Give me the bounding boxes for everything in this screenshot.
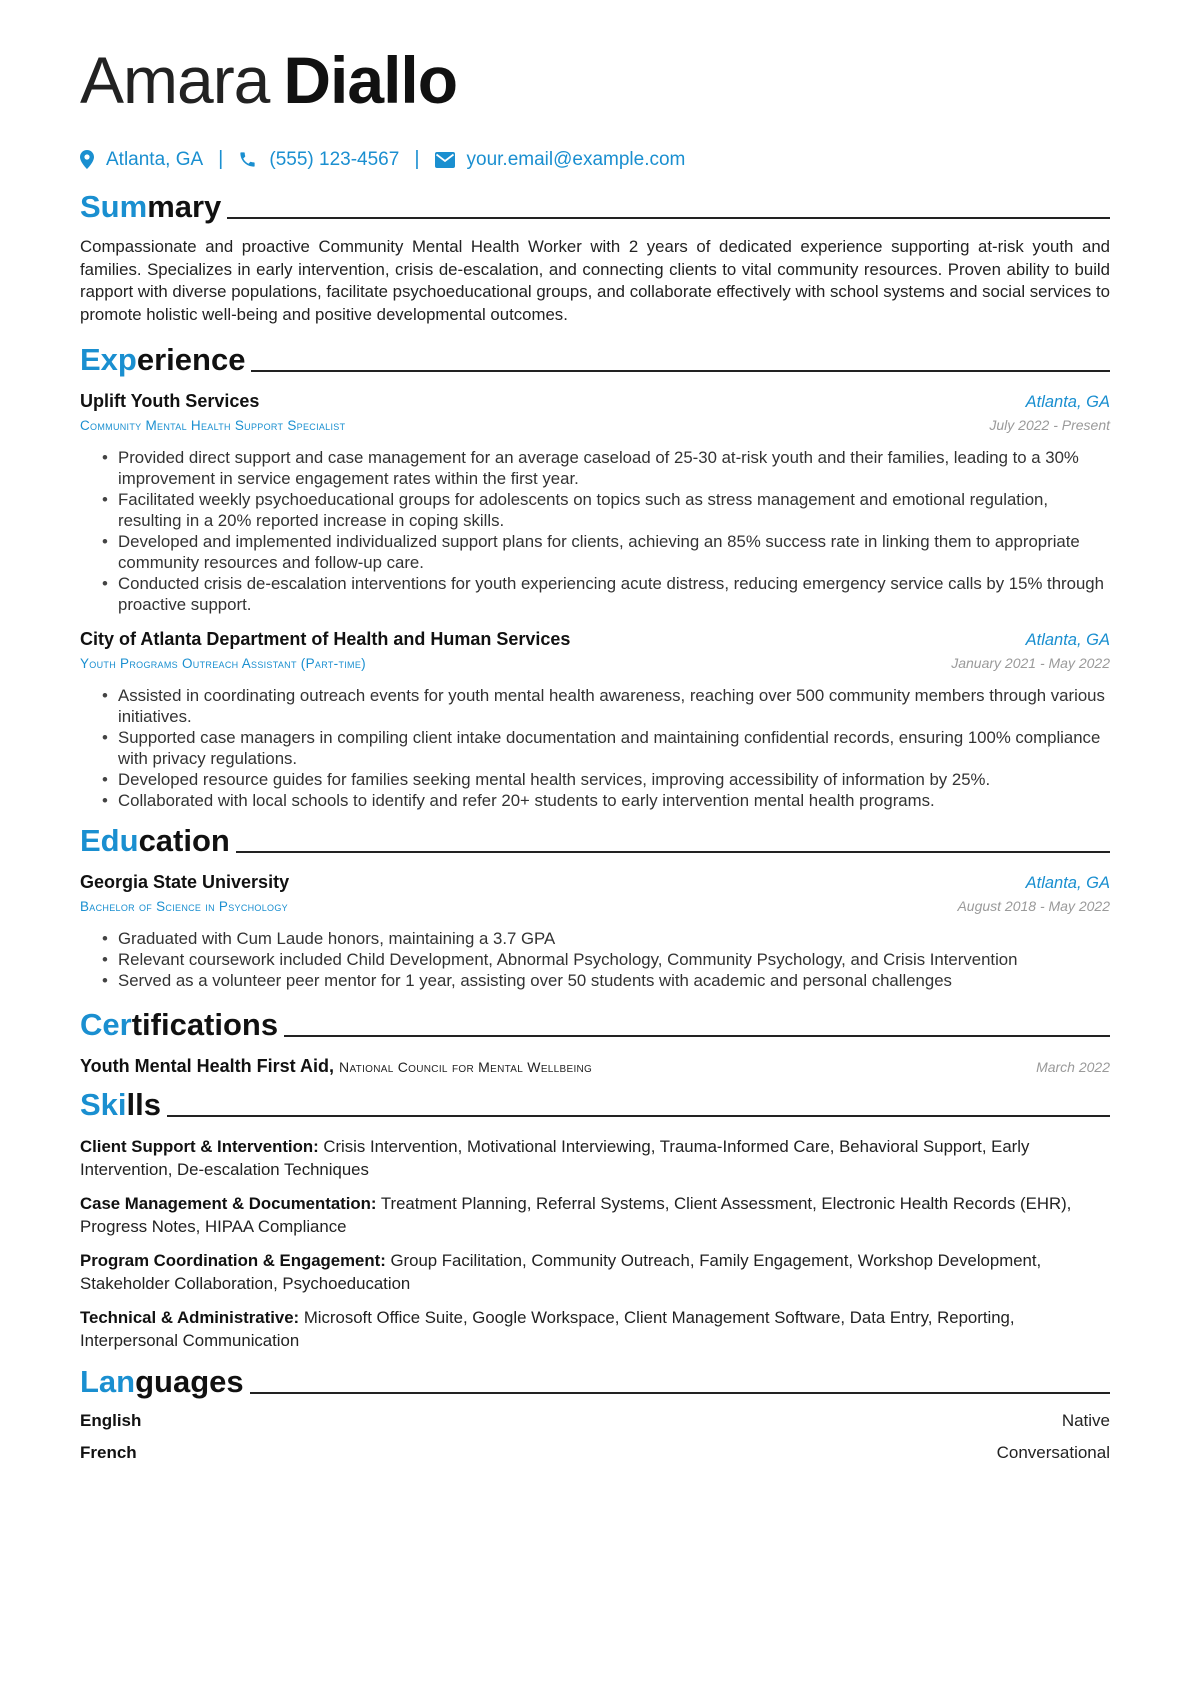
name-heading xyxy=(80,42,1110,122)
last-name: Diallo xyxy=(283,43,458,117)
certification-issuer: National Council for Mental Wellbeing xyxy=(339,1059,593,1075)
skill-group-text: Group Facilitation, Community Outreach, Family Engagement, Workshop Development, Stakeholder Collaboration, Psychoeducation xyxy=(80,1251,1042,1293)
section-title xyxy=(80,1089,161,1120)
achievement-list xyxy=(80,447,1110,615)
institution-name: Georgia State University xyxy=(80,872,290,892)
entry-dates: August 2018 - May 2022 xyxy=(957,898,1110,914)
title-accent: Edu xyxy=(80,823,139,858)
phone-text: (555) 123-4567 xyxy=(269,148,400,170)
title-accent: Exp xyxy=(80,342,137,377)
title-accent: Lan xyxy=(80,1364,136,1399)
skill-group-text: Microsoft Office Suite, Google Workspace, Client Management Software, Data Entry, Reporting, Interpersonal Communication xyxy=(80,1308,1015,1350)
list-item: • Supported case managers in compiling client intake documentation and maintaining confidential records, ensuring 100% compliance with privacy regulations. xyxy=(102,727,1110,769)
degree-title: Bachelor of Science in Psychology xyxy=(80,899,288,914)
list-item: • Collaborated with local schools to identify and refer 20+ students to early intervention mental health programs. xyxy=(102,790,1110,811)
organization-name: Uplift Youth Services xyxy=(80,391,260,411)
job-title: Youth Programs Outreach Assistant (Part-time) xyxy=(80,656,366,671)
title-accent: Ski xyxy=(80,1087,127,1122)
contact-bar xyxy=(80,148,1110,171)
section-experience-heading xyxy=(80,344,1110,375)
contact-location xyxy=(80,149,203,171)
skills-list xyxy=(80,1136,1110,1352)
skill-group-text: Crisis Intervention, Motivational Interviewing, Trauma-Informed Care, Behavioral Support, Early Intervention, De-escalation Techniques xyxy=(80,1137,1030,1179)
list-item: • Facilitated weekly psychoeducational groups for adolescents on topics such as stress management and emotional regulation, resulting in a 20% reported increase in coping skills. xyxy=(102,489,1110,531)
entry-location: Atlanta, GA xyxy=(1025,631,1110,649)
job-title: Community Mental Health Support Specialist xyxy=(80,418,346,433)
education-entry xyxy=(80,872,1110,991)
entry-dates: July 2022 - Present xyxy=(989,417,1110,433)
language-name: English xyxy=(80,1411,142,1430)
list-item: • Assisted in coordinating outreach events for youth mental health awareness, reaching over 500 community members through various initiatives. xyxy=(102,685,1110,727)
list-item: • Provided direct support and case management for an average caseload of 25-30 at-risk youth and their families, leading to a 30% improvement in service engagement rates within the first year. xyxy=(102,447,1110,489)
map-pin-icon xyxy=(80,150,94,169)
title-rest: guages xyxy=(135,1364,244,1399)
section-certifications-heading xyxy=(80,1009,1110,1040)
skill-group xyxy=(80,1136,1110,1181)
section-title xyxy=(80,825,230,856)
list-item: • Served as a volunteer peer mentor for 1 year, assisting over 50 students with academic and personal challenges xyxy=(102,970,1110,991)
entry-dates: January 2021 - May 2022 xyxy=(951,655,1110,671)
section-title xyxy=(80,344,245,375)
skill-group-label: Technical & Administrative: xyxy=(80,1308,300,1327)
section-summary-heading xyxy=(80,191,1110,222)
list-item: • Graduated with Cum Laude honors, maintaining a 3.7 GPA xyxy=(102,928,1110,949)
email-link: your.email@example.com xyxy=(466,148,686,170)
section-divider xyxy=(251,370,1110,372)
section-education-heading xyxy=(80,825,1110,856)
language-level: Native xyxy=(1061,1411,1110,1430)
experience-entry xyxy=(80,629,1110,811)
list-item: • Conducted crisis de-escalation interventions for youth experiencing acute distress, reducing emergency service calls by 15% through proactive support. xyxy=(102,573,1110,615)
section-title xyxy=(80,191,221,222)
skill-group-label: Client Support & Intervention: xyxy=(80,1137,319,1156)
list-item: • Developed resource guides for families seeking mental health services, improving accessibility of information by 25%. xyxy=(102,769,1110,790)
organization-name: City of Atlanta Department of Health and Human Services xyxy=(80,629,571,649)
contact-separator: | xyxy=(218,148,224,170)
entry-location: Atlanta, GA xyxy=(1025,874,1110,892)
title-rest: lls xyxy=(126,1087,161,1122)
phone-icon xyxy=(238,150,257,169)
title-accent: Cer xyxy=(80,1007,132,1042)
achievement-list xyxy=(80,685,1110,811)
contact-separator: | xyxy=(414,148,420,170)
skill-group xyxy=(80,1250,1110,1295)
skill-group-label: Case Management & Documentation: xyxy=(80,1194,377,1213)
certification-date: March 2022 xyxy=(1036,1059,1110,1075)
list-item: • Relevant coursework included Child Development, Abnormal Psychology, Community Psychology, and Crisis Intervention xyxy=(102,949,1110,970)
contact-email[interactable] xyxy=(435,149,686,171)
section-title xyxy=(80,1366,244,1397)
language-name: French xyxy=(80,1443,137,1462)
achievement-list xyxy=(80,928,1110,991)
skill-group xyxy=(80,1307,1110,1352)
skill-group-text: Treatment Planning, Referral Systems, Client Assessment, Electronic Health Records (EHR), Progress Notes, HIPAA Compliance xyxy=(80,1194,1072,1236)
title-accent: Sum xyxy=(80,189,148,224)
summary-text: Compassionate and proactive Community Mental Health Worker with 2 years of dedicated experience supporting at-risk youth and families. Specializes in early intervention, crisis de-escalation, and connecting clients to vital community resources. Proven ability to build rapport with diverse populations, facilitate psychoeducational groups, and collaborate effectively with school systems and social services to promote holistic well-being and positive developmental outcomes. xyxy=(80,237,1110,324)
language-item xyxy=(80,1411,1110,1431)
section-title xyxy=(80,1009,278,1040)
certification-name: Youth Mental Health First Aid xyxy=(80,1056,330,1076)
section-divider xyxy=(250,1392,1110,1394)
contact-phone[interactable] xyxy=(238,149,399,171)
title-rest: tifications xyxy=(131,1007,279,1042)
section-divider xyxy=(284,1035,1110,1037)
skill-group xyxy=(80,1193,1110,1238)
section-divider xyxy=(227,217,1110,219)
title-rest: erience xyxy=(136,342,246,377)
section-languages-heading xyxy=(80,1366,1110,1397)
skill-group-label: Program Coordination & Engagement: xyxy=(80,1251,386,1270)
section-skills-heading xyxy=(80,1089,1110,1120)
entry-location: Atlanta, GA xyxy=(1025,393,1110,411)
list-item: • Developed and implemented individualized support plans for clients, achieving an 85% success rate in linking them to appropriate community resources and follow-up care. xyxy=(102,531,1110,573)
section-divider xyxy=(167,1115,1110,1117)
title-rest: mary xyxy=(147,189,222,224)
section-divider xyxy=(236,851,1110,853)
certification-item: Youth Mental Health First Aid, National Council for Mental Wellbeing March 2022 xyxy=(80,1056,1110,1076)
title-rest: cation xyxy=(138,823,230,858)
envelope-icon xyxy=(435,152,455,168)
language-item xyxy=(80,1443,1110,1463)
location-text: Atlanta, GA xyxy=(106,148,204,170)
language-level: Conversational xyxy=(996,1443,1110,1462)
first-name: Amara xyxy=(80,43,270,117)
experience-entry xyxy=(80,391,1110,615)
